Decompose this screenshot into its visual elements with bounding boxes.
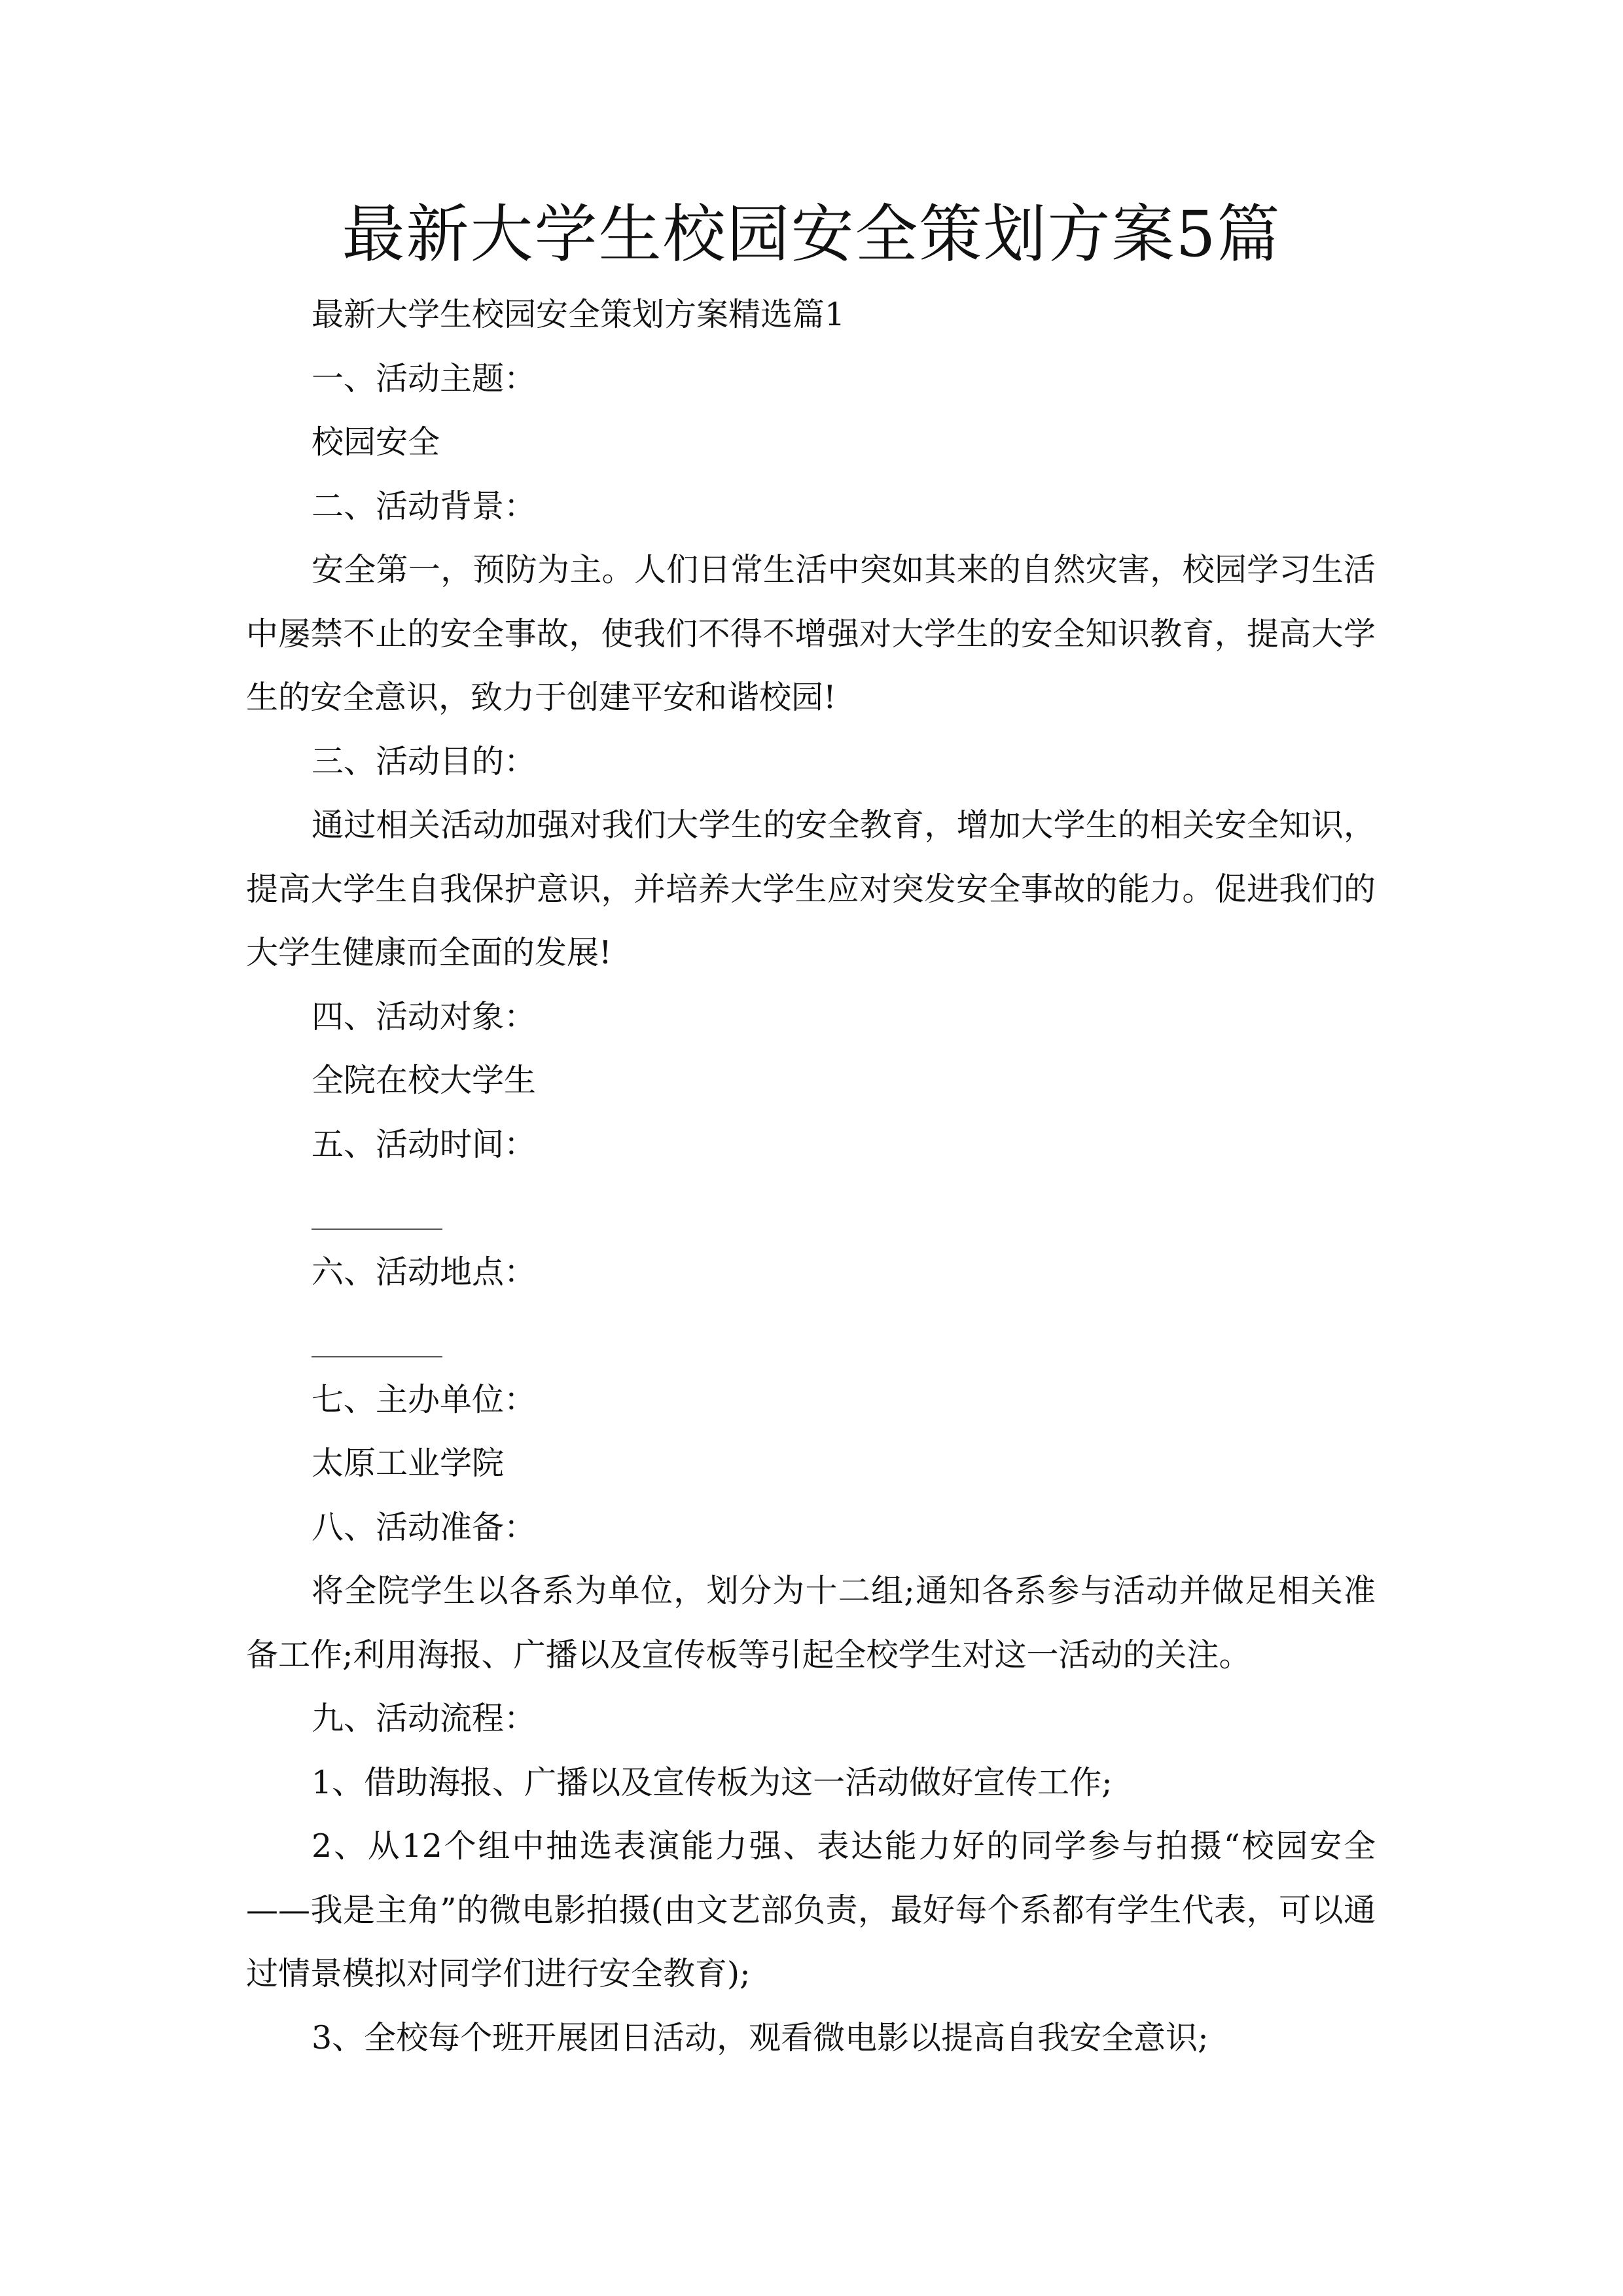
- process-item: 2、从12个组中抽选表演能力强、表达能力好的同学参与拍摄“校园安全——我是主角”的微电影拍摄(由文艺部负责，最好每个系都有学生代表，可以通过情景模拟对同学们进行安全教育);: [246, 1827, 1376, 1992]
- section-heading-background: 二、活动背景：: [312, 487, 537, 525]
- paragraph-purpose: 通过相关活动加强对我们大学生的安全教育，增加大学生的相关安全知识，提高大学生自我保护意识，并培养大学生应对突发安全事故的能力。促进我们的大学生健康而全面的发展!: [246, 806, 1376, 971]
- section-heading-purpose: 三、活动目的：: [312, 742, 537, 780]
- document-body: [246, 283, 1376, 2070]
- section-heading-theme: 一、活动主题：: [312, 359, 537, 397]
- section-heading-preparation: 八、活动准备：: [312, 1508, 537, 1546]
- location-blank-line: [246, 1304, 1376, 1368]
- time-blank-line: [246, 1176, 1376, 1240]
- section-heading-organizer: 七、主办单位：: [312, 1380, 537, 1418]
- document-title: 最新大学生校园安全策划方案5篇: [342, 198, 1281, 271]
- process-item: 3、全校每个班开展团日活动，观看微电影以提高自我安全意识;: [312, 2018, 1209, 2056]
- section-heading-process: 九、活动流程：: [312, 1700, 537, 1737]
- paragraph-audience: 全院在校大学生: [312, 1062, 537, 1099]
- fill-in-underline: [312, 1229, 442, 1230]
- section-heading-location: 六、活动地点：: [312, 1253, 537, 1291]
- paragraph-theme: 校园安全: [312, 423, 440, 461]
- paragraph-background: 安全第一，预防为主。人们日常生活中突如其来的自然灾害，校园学习生活中屡禁不止的安全事故，使我们不得不增强对大学生的安全知识教育，提高大学生的安全意识，致力于创建平安和谐校园!: [246, 551, 1376, 716]
- paragraph-preparation: 将全院学生以各系为单位，划分为十二组;通知各系参与活动并做足相关准备工作;利用海报、广播以及宣传板等引起全校学生对这一活动的关注。: [246, 1572, 1376, 1674]
- paragraph-organizer: 太原工业学院: [312, 1444, 505, 1482]
- process-item: 1、借助海报、广播以及宣传板为这一活动做好宣传工作;: [312, 1763, 1113, 1801]
- section-heading-time: 五、活动时间：: [312, 1125, 537, 1163]
- section-subtitle: 最新大学生校园安全策划方案精选篇1: [312, 296, 846, 333]
- section-heading-audience: 四、活动对象：: [312, 997, 537, 1035]
- fill-in-underline: [312, 1356, 442, 1357]
